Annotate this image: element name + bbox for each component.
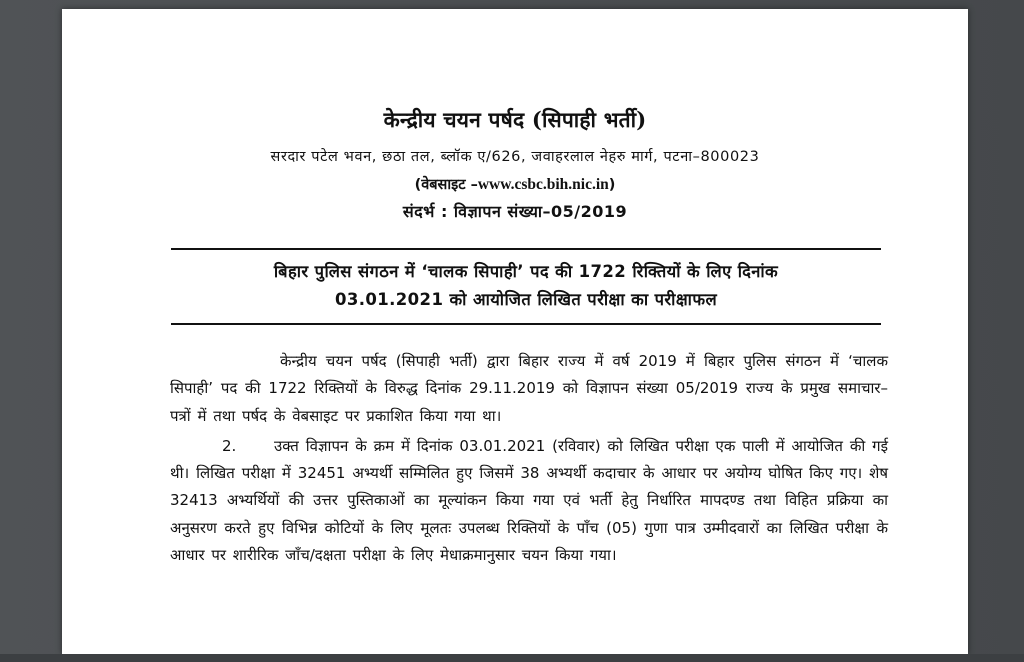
paragraph-2-text: उक्त विज्ञापन के क्रम में दिनांक 03.01.2021 (रविवार) को लिखित परीक्षा एक पाली में आयोजित की गई थी। लिखित परीक्षा में 32451 अभ्यर्थी सम्मिलित हुए जिसमें 38 अभ्यर्थी कदाचार के आधार पर अयोग्य घोषित किए गए। शेष 32413 अभ्यर्थियों की उत्तर पुस्तिकाओं का मूल्यांकन किया गया एवं भर्ती हेतु निर्धारित मापदण्ड तथा विहित प्रक्रिया का अनुसरण करते हुए विभिन्न कोटियों के लिए मूलतः उपलब्ध रिक्तियों के पाँच (05) गुणा पात्र उम्मीदवारों का लिखित परीक्षा के आधार पर शारीरिक जाँच/दक्षता परीक्षा के लिए मेधाक्रमानुसार चयन किया गया।: [170, 436, 888, 565]
document-page[interactable]: [62, 9, 968, 654]
organization-title: केन्द्रीय चयन पर्षद (सिपाही भर्ती): [383, 107, 647, 132]
paragraph-2-number: 2.: [222, 436, 237, 455]
website-close: ): [608, 177, 616, 193]
website-label: (वेबसाइट –: [414, 177, 478, 193]
subject-line-1: बिहार पुलिस संगठन में ‘चालक सिपाही’ पद की 1722 रिक्तियों के लिए दिनांक: [273, 262, 779, 281]
website-line: [62, 175, 968, 195]
organization-address: सरदार पटेल भवन, छठा तल, ब्लॉक ए/626, जवाहरलाल नेहरु मार्ग, पटना–800023: [270, 149, 760, 165]
paragraph-1: केन्द्रीय चयन पर्षद (सिपाही भर्ती) द्वारा बिहार राज्य में वर्ष 2019 में बिहार पुलिस संगठन में ‘चालक सिपाही’ पद की 1722 रिक्तियों के विरुद्ध दिनांक 29.11.2019 को विज्ञापन संख्या 05/2019 राज्य के प्रमुख समाचार–पत्रों में तथा पर्षद के वेबसाइट पर प्रकाशित किया गया था।: [170, 352, 888, 425]
letterhead: [62, 107, 968, 223]
subject-line-2: 03.01.2021 को आयोजित लिखित परीक्षा का परीक्षाफल: [334, 290, 718, 309]
paragraph-2: [170, 433, 888, 569]
viewer-bottom-bar: [0, 654, 1024, 662]
reference-number: संदर्भ : विज्ञापन संख्या–05/2019: [402, 202, 628, 221]
website-url: www.csbc.bih.nic.in: [477, 176, 609, 193]
subject-heading: [171, 248, 881, 325]
document-body: [170, 348, 888, 569]
